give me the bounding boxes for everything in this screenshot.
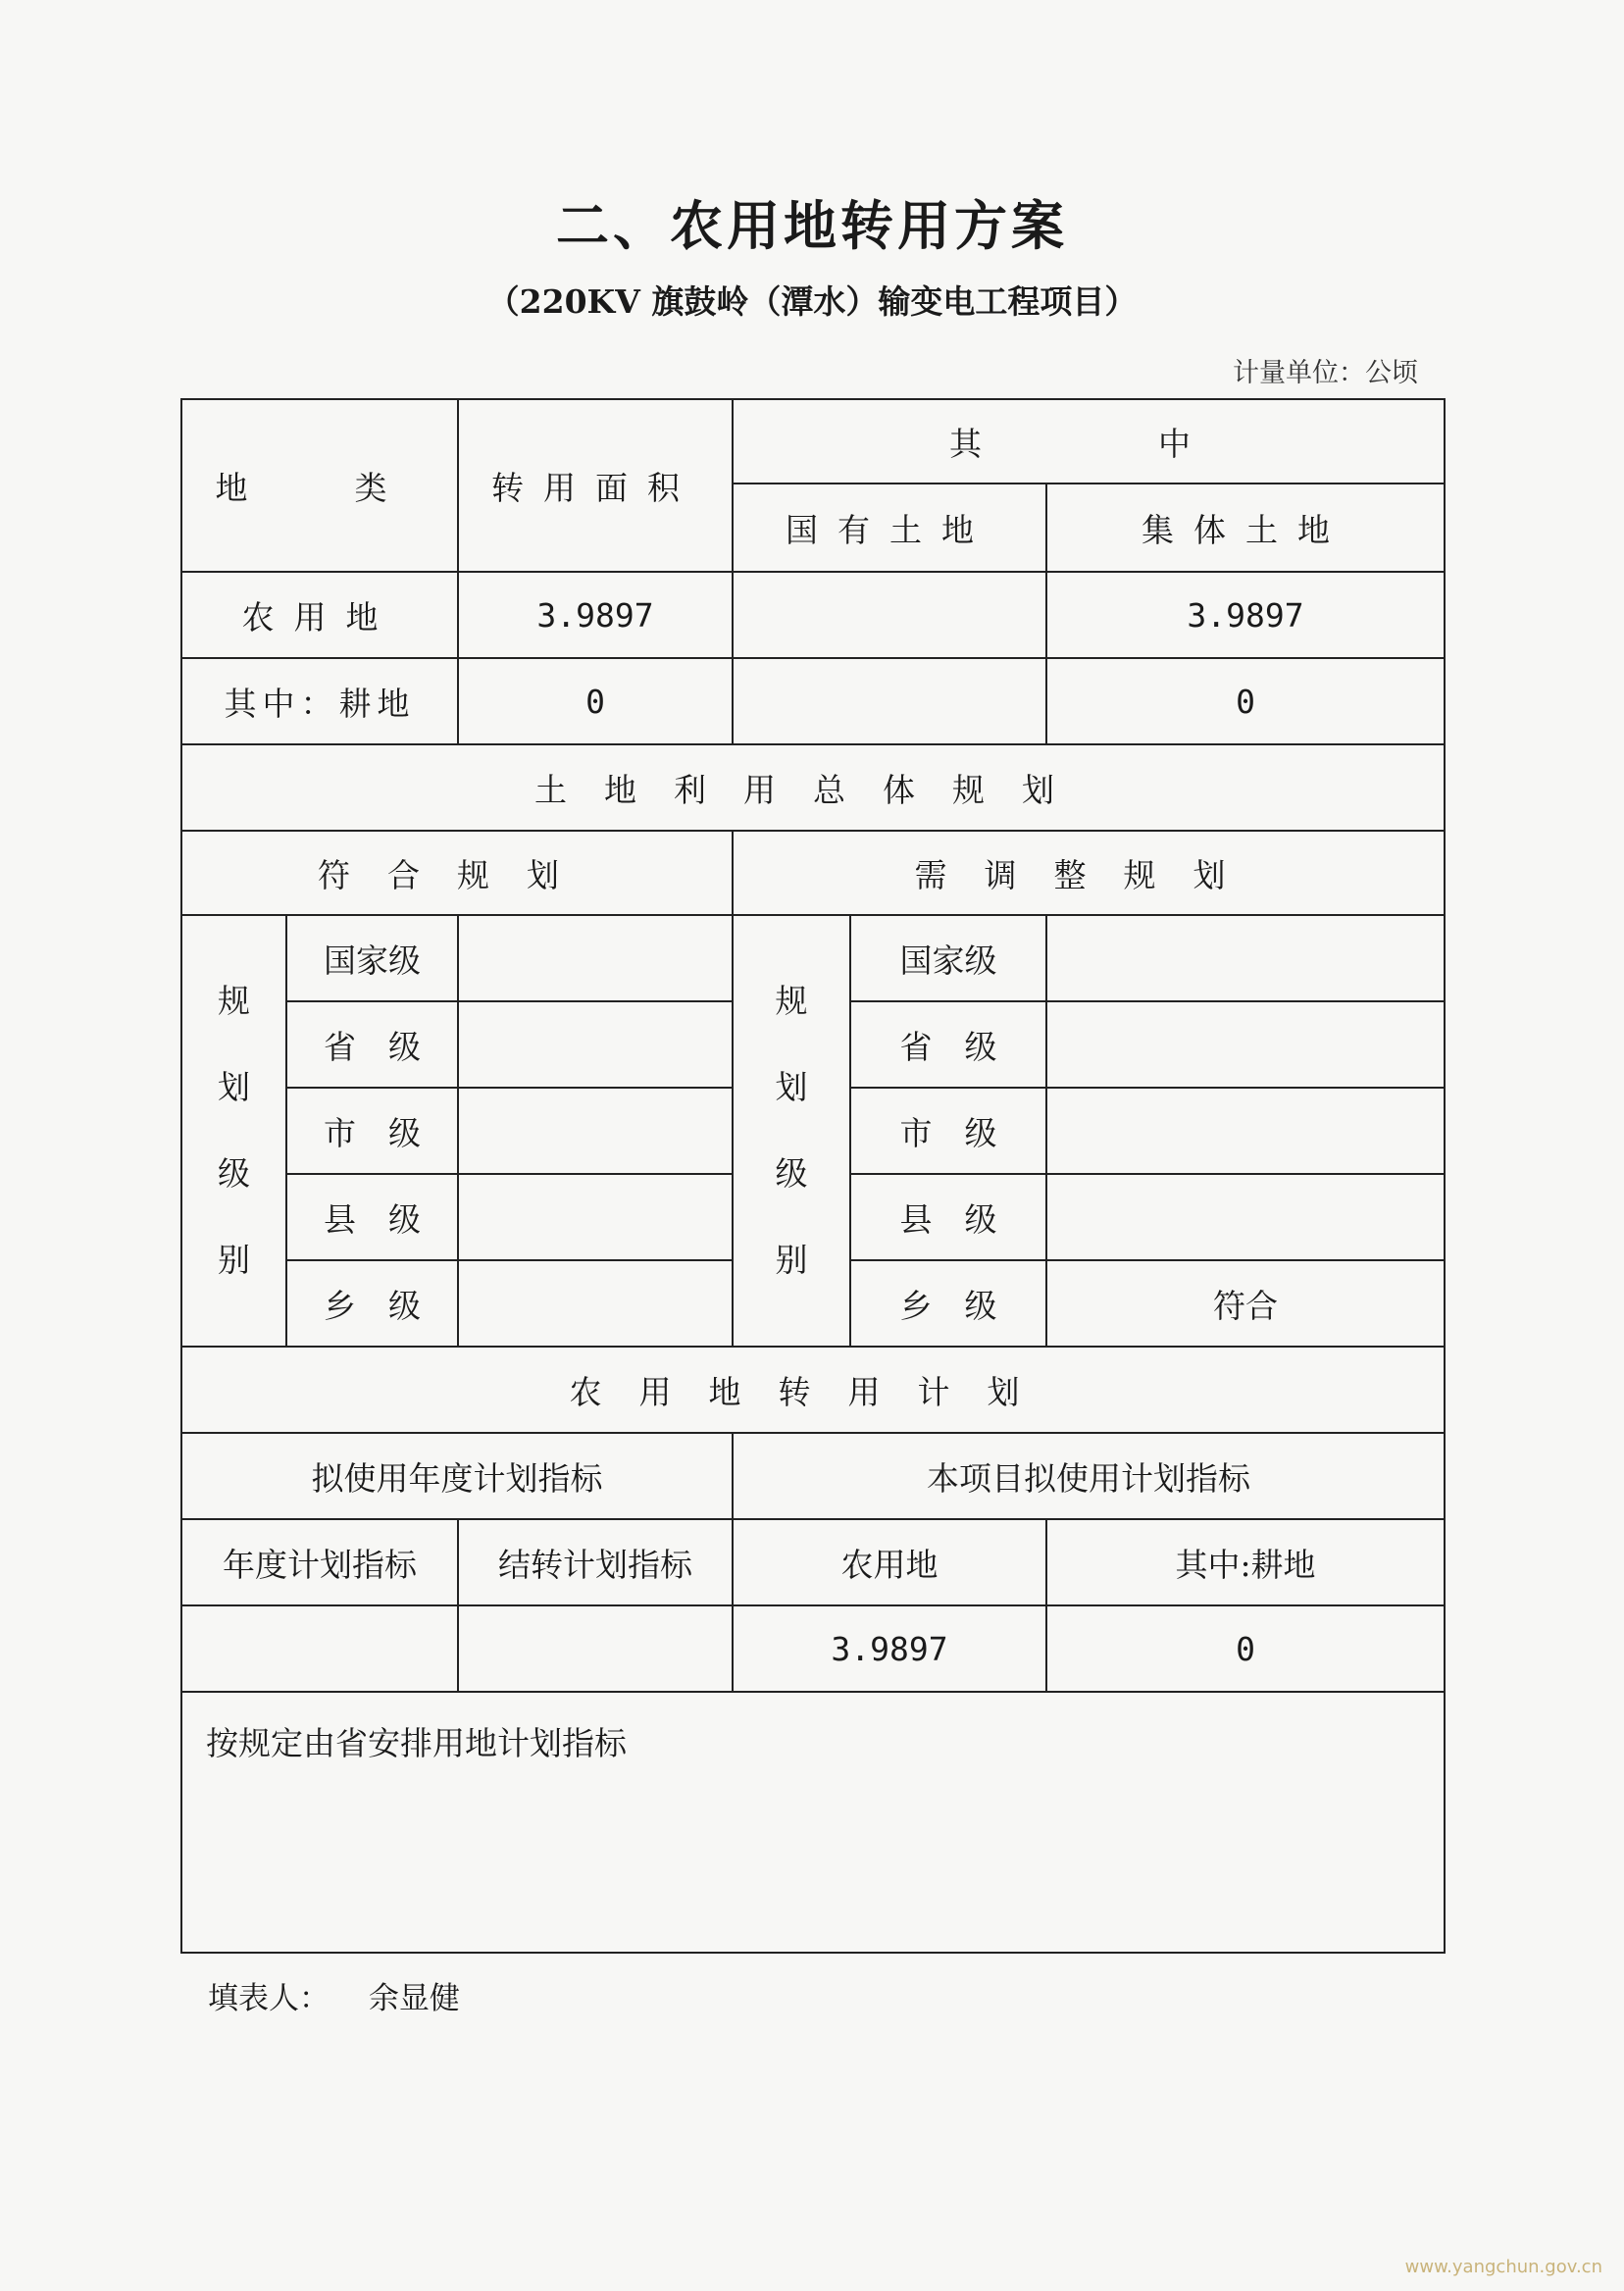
conform-value-city <box>458 1088 733 1174</box>
filler-label: 填表人： <box>208 1981 330 2016</box>
adjust-plan-title: 需调整规划 <box>733 831 1445 915</box>
project-cultivated-header: 其中:耕地 <box>1046 1519 1445 1605</box>
conversion-plan-title: 农用地转用计划 <box>181 1347 1445 1433</box>
adjust-value-national <box>1046 915 1445 1001</box>
conform-value-province <box>458 1001 733 1088</box>
row-cultivated-label: 其中：耕地 <box>181 658 458 744</box>
project-quota-title: 本项目拟使用计划指标 <box>733 1433 1445 1519</box>
unit-note: 计量单位：公顷 <box>1233 358 1418 388</box>
overall-plan-title: 土地利用总体规划 <box>181 744 1445 831</box>
adjust-level-city: 市 级 <box>850 1088 1046 1174</box>
adjust-value-province <box>1046 1001 1445 1088</box>
conform-level-province: 省 级 <box>286 1001 458 1088</box>
page-title: 二、农用地转用方案 <box>556 194 1068 257</box>
carryover-quota-value <box>458 1605 733 1692</box>
annual-quota-header: 年度计划指标 <box>181 1519 458 1605</box>
adjust-level-township: 乡 级 <box>850 1260 1046 1347</box>
page-subtitle: （220KV 旗鼓岭（潭水）输变电工程项目） <box>486 282 1138 321</box>
note-cell: 按规定由省安排用地计划指标 <box>181 1692 1445 1953</box>
adjust-value-township: 符合 <box>1046 1260 1445 1347</box>
row-cultivated-collective: 0 <box>1046 658 1445 744</box>
annual-quota-value <box>181 1605 458 1692</box>
filler-name: 余显健 <box>368 1981 460 2016</box>
carryover-quota-header: 结转计划指标 <box>458 1519 733 1605</box>
project-cultivated-value: 0 <box>1046 1605 1445 1692</box>
annual-quota-title: 拟使用年度计划指标 <box>181 1433 733 1519</box>
adjust-level-county: 县 级 <box>850 1174 1046 1260</box>
project-agricultural-value: 3.9897 <box>733 1605 1046 1692</box>
conform-level-township: 乡 级 <box>286 1260 458 1347</box>
row-agricultural-area: 3.9897 <box>458 572 733 658</box>
adjust-level-heading: 规 划 级 别 <box>733 915 850 1347</box>
conform-level-heading: 规 划 级 别 <box>181 915 286 1347</box>
conform-value-county <box>458 1174 733 1260</box>
adjust-level-national: 国家级 <box>850 915 1046 1001</box>
conform-value-national <box>458 915 733 1001</box>
row-cultivated-state <box>733 658 1046 744</box>
header-land-type: 地 类 <box>181 399 458 572</box>
adjust-level-province: 省 级 <box>850 1001 1046 1088</box>
conform-plan-title: 符合规划 <box>181 831 733 915</box>
conform-level-county: 县 级 <box>286 1174 458 1260</box>
project-agricultural-header: 农用地 <box>733 1519 1046 1605</box>
conform-value-township <box>458 1260 733 1347</box>
filler-line <box>208 1973 460 2017</box>
header-state-land: 国有土地 <box>733 484 1046 572</box>
adjust-value-city <box>1046 1088 1445 1174</box>
row-agricultural-collective: 3.9897 <box>1046 572 1445 658</box>
row-agricultural-state <box>733 572 1046 658</box>
land-conversion-table <box>180 398 1446 1954</box>
site-watermark: www.yangchun.gov.cn <box>1404 2257 1602 2277</box>
conform-level-city: 市 级 <box>286 1088 458 1174</box>
header-collective-land: 集体土地 <box>1046 484 1445 572</box>
adjust-value-county <box>1046 1174 1445 1260</box>
row-agricultural-label: 农用地 <box>181 572 458 658</box>
row-cultivated-area: 0 <box>458 658 733 744</box>
conform-level-national: 国家级 <box>286 915 458 1001</box>
header-converted-area: 转用面积 <box>458 399 733 572</box>
header-of-which: 其 中 <box>733 399 1445 484</box>
